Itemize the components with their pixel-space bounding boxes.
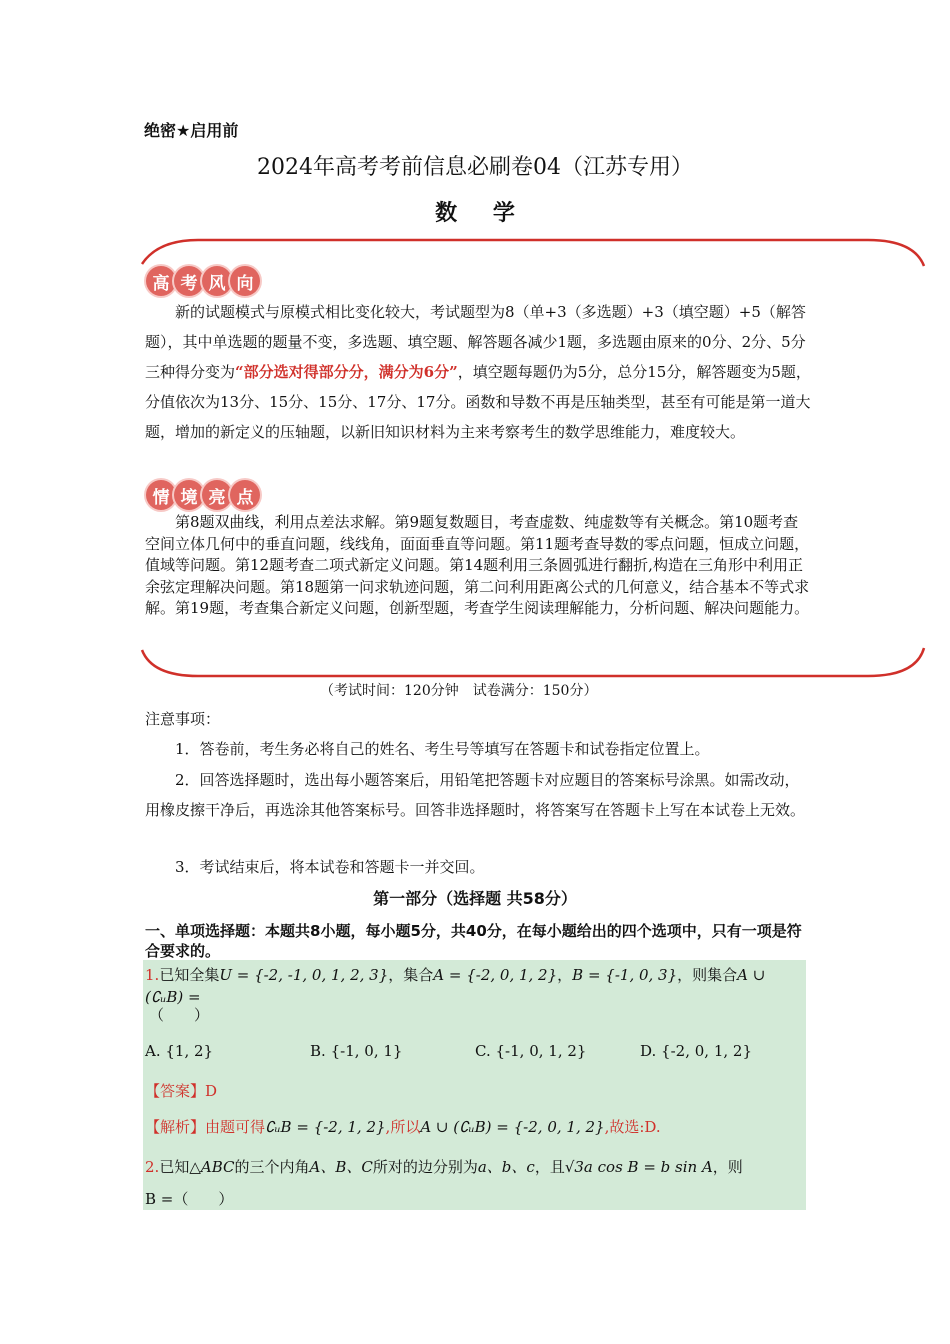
notes-heading: 注意事项： bbox=[145, 710, 221, 728]
exam-info: （考试时间：120分钟 试卷满分：150分） bbox=[320, 683, 598, 699]
badge-gaokao-trend: 高 考 风 向 bbox=[146, 266, 258, 294]
secret-label: 绝密★启用前 bbox=[144, 121, 239, 140]
note-item: 2．回答选择题时，选出每小题答案后，用铅笔把答题卡对应题目的答案标号涂黑。如需改动，用橡皮擦干净后，再选涂其他答案标号。回答非选择题时，将答案写在答题卡上写在本试卷上无效。 bbox=[145, 771, 806, 819]
q1-analysis: 【解析】由题可得∁ᵤB = {-2, 1, 2},所以A ∪ (∁ᵤB) = {-2, 0, 1, 2},故选:D. bbox=[145, 1118, 661, 1136]
q1-paren: （ ） bbox=[149, 1006, 210, 1024]
part-title: 第一部分（选择题 共58分） bbox=[373, 889, 577, 908]
q2-tail: B =（ ） bbox=[145, 1190, 234, 1208]
q2-stem: 2.已知△ABC的三个内角A、B、C所对的边分别为a、b、c，且√3a cos B = b sin A，则 bbox=[145, 1158, 743, 1176]
q1-stem: 1.已知全集U = {-2, -1, 0, 1, 2, 3}，集合A = {-2, 0, 1, 2}，B = {-1, 0, 3}，则集合A ∪ (∁ᵤB) = bbox=[145, 966, 766, 1006]
intro-paragraph-1: 新的试题模式与原模式相比变化较大，考试题型为8（单+3（多选题）+3（填空题）+5（解答题），其中单选题的题量不变，多选题、填空题、解答题各减少1题，多选题由原来的0分、2分、5分三种得分变为“部分选对得部分分，满分为6分”，填空题每题仍为5分，总分15分，解答题变为5题，分值依次为13分、15分、15分、17分、17分。函数和导数不再是压轴类型，甚至有可能是第一道大题，增加的新定义的压轴题，以新旧知识材料为主来考察考生的数学思维能力，难度较大。 bbox=[145, 303, 811, 441]
q1-option-b[interactable]: B. {-1, 0, 1} bbox=[310, 1042, 403, 1060]
q1-option-d[interactable]: D. {-2, 0, 1, 2} bbox=[640, 1042, 752, 1060]
intro-paragraph-2: 第8题双曲线，利用点差法求解。第9题复数题目，考查虚数、纯虚数等有关概念。第10题考查空间立体几何中的垂直问题，线线角，面面垂直等问题。第11题考查导数的零点问题，恒成立问题，值域等问题。第12题考查二项式新定义问题。第14题利用三条圆弧进行翻折,构造在三角形中利用正余弦定理解决问题。第18题第一问求轨迹问题，第二问利用距离公式的几何意义，结合基本不等式求解。第19题，考查集合新定义问题，创新型题，考查学生阅读理解能力，分析问题、解决问题能力。 bbox=[145, 513, 810, 617]
q1-option-a[interactable]: A. {1, 2} bbox=[145, 1042, 214, 1060]
note-item: 1．答卷前，考生务必将自己的姓名、考生号等填写在答题卡和试卷指定位置上。 bbox=[175, 740, 710, 758]
highlight-text: “部分选对得部分分，满分为6分” bbox=[235, 363, 458, 381]
paper-title: 2024年高考考前信息必刷卷04（江苏专用） bbox=[257, 155, 693, 180]
badge-highlights: 情 境 亮 点 bbox=[146, 480, 258, 508]
section-title: 一、单项选择题：本题共8小题，每小题5分，共40分，在每小题给出的四个选项中，只有一项是符合要求的。 bbox=[145, 922, 802, 960]
q1-answer: 【答案】D bbox=[145, 1082, 218, 1100]
note-item: 3．考试结束后，将本试卷和答题卡一并交回。 bbox=[175, 858, 485, 876]
subject-title: 数 学 bbox=[435, 200, 529, 226]
q1-option-c[interactable]: C. {-1, 0, 1, 2} bbox=[475, 1042, 587, 1060]
question-block bbox=[143, 960, 806, 1210]
